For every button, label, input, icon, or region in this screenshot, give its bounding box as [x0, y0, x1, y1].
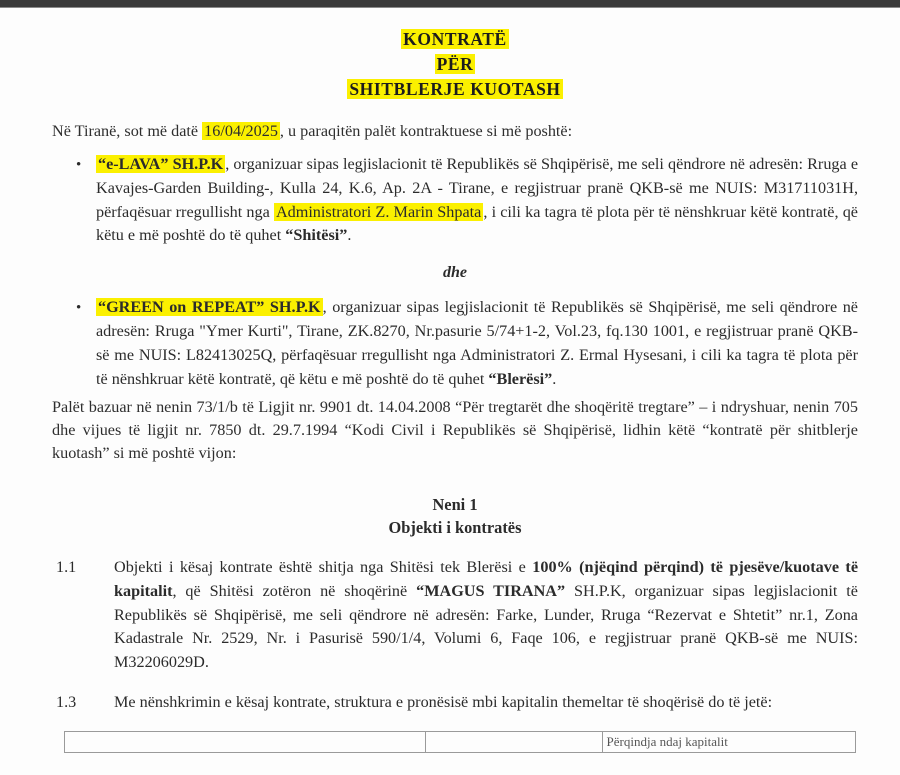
intro-before-date: Në Tiranë, sot më datë	[52, 121, 203, 140]
intro-after-date: , u paraqitën palët kontraktuese si më poshtë:	[279, 121, 573, 140]
clause-1-1-number: 1.1	[56, 557, 77, 576]
contract-date: 16/04/2025	[204, 121, 278, 140]
intro-paragraph	[52, 120, 858, 143]
clause-1-1-seg-2: , që Shitësi zotëron në shoqërinë	[172, 581, 417, 600]
table-header-cell-1	[65, 731, 426, 752]
clause-1-1-bold-1: 100% (njëqind përqind) të pjesëve/kuotave të kapitalit	[114, 557, 858, 600]
seller-details-3: .	[347, 226, 352, 245]
clause-1-3-number: 1.3	[56, 692, 77, 711]
buyer-role-label: “Blerësi”	[488, 369, 553, 388]
seller-representative: Administratori Z. Marin Shpata	[275, 202, 482, 221]
parties-list	[52, 153, 858, 248]
buyer-company-name: “GREEN on REPEAT” SH.P.K	[98, 298, 321, 317]
bullet-icon: •	[76, 156, 82, 173]
article-heading	[52, 494, 858, 540]
title-line-3-text: SHITBLERJE KUOTASH	[349, 78, 561, 99]
title-line-2	[52, 52, 858, 77]
seller-company-name: “e-LAVA” SH.P.K	[98, 155, 224, 174]
document-title	[52, 27, 858, 102]
table-header-cell-2	[425, 731, 602, 752]
article-number: Neni 1	[432, 494, 478, 514]
seller-details-2: , i cili ka tagra të plota për të nënshkruar këtë kontratë, që këtu e më poshtë do të quhet	[96, 202, 858, 245]
document-body	[0, 7, 900, 753]
buyer-details-1: , organizuar sipas legjislacionit të Republikës së Shqipërisë, me seli qëndrore në adresën: Rruga "Ymer Kurti", Tirane, ZK.8270, Nr.pasurie 5/74+1-2, Vol.23, fq.130 1001, e regjistruar pranë QKB-së me NUIS: L82413025Q, përfaqësuar rregullisht nga Administratori Z. Ermal Hysesani, i cili ka tagra të plota për të nënshkruar këtë kontratë, që këtu e më poshtë do të quhet	[96, 298, 858, 388]
title-line-3	[52, 77, 858, 102]
clause-1-3-text: Me nënshkrimin e kësaj kontrate, struktura e pronësisë mbi kapitalin themeltar të shoqërisë do të jetë:	[114, 692, 773, 711]
clause-1-3	[52, 691, 858, 715]
bullet-icon: •	[76, 300, 82, 317]
buyer-details-3: .	[552, 369, 557, 388]
article-title: Objekti i kontratës	[388, 517, 522, 537]
party-seller	[52, 153, 858, 248]
party-buyer	[52, 296, 858, 391]
table-row	[65, 731, 856, 752]
clause-1-1-seg-1: Objekti i kësaj kontrate është shitja nga Shitësi tek Blerësi e	[114, 557, 533, 576]
clause-1-1-company: “MAGUS TIRANA”	[416, 581, 566, 600]
clause-1-1-seg-3: SH.P.K, organizuar sipas legjislacionit të Republikës së Shqipërisë, me seli qëndrore në adresën: Farke, Lunder, Rruga “Rezervat e Shtetit” nr.1, Zona Kadastrale Nr. 2529, Nr. i Pasurisë 590/1/4, Volumi 6, Faqe 106, e regjistruar pranë QKB-së me NUIS: M32206029D.	[114, 581, 858, 672]
clause-1-1-text	[114, 556, 858, 675]
clause-1-1	[52, 556, 858, 675]
conjunction-dhe: dhe	[443, 264, 467, 282]
parties-list-buyer	[52, 296, 858, 391]
title-line-1	[52, 27, 858, 52]
title-line-1-text: KONTRATË	[403, 29, 507, 49]
title-line-2-text: PËR	[436, 53, 474, 74]
seller-details-1: , organizuar sipas legjislacionit të Republikës së Shqipërisë, me seli qëndrore në adresën: Rruga e Kavajes-Garden Building-, Kulla 24, K.6, Ap. 2A - Tirane, e regjistruar pranë QKB-së me NUIS: M31711031H, përfaqësuar rregullisht nga	[96, 155, 859, 221]
legal-basis-paragraph: Palët bazuar në nenin 73/1/b të Ligjit nr. 9901 dt. 14.04.2008 “Për tregtarët dhe shoqëritë tregtare” – i ndryshuar, nenin 705 dhe vijues të ligjit nr. 7850 dt. 29.7.1994 “Kodi Civil i Republikës së Shqipërisë, lidhin këtë “kontratë për shitblerje kuotash” si më poshtë vijon:	[52, 397, 858, 463]
ownership-structure-table	[64, 731, 856, 753]
seller-role-label: “Shitësi”	[285, 226, 348, 245]
table-header-cell-3: Përqindja ndaj kapitalit	[602, 731, 855, 752]
